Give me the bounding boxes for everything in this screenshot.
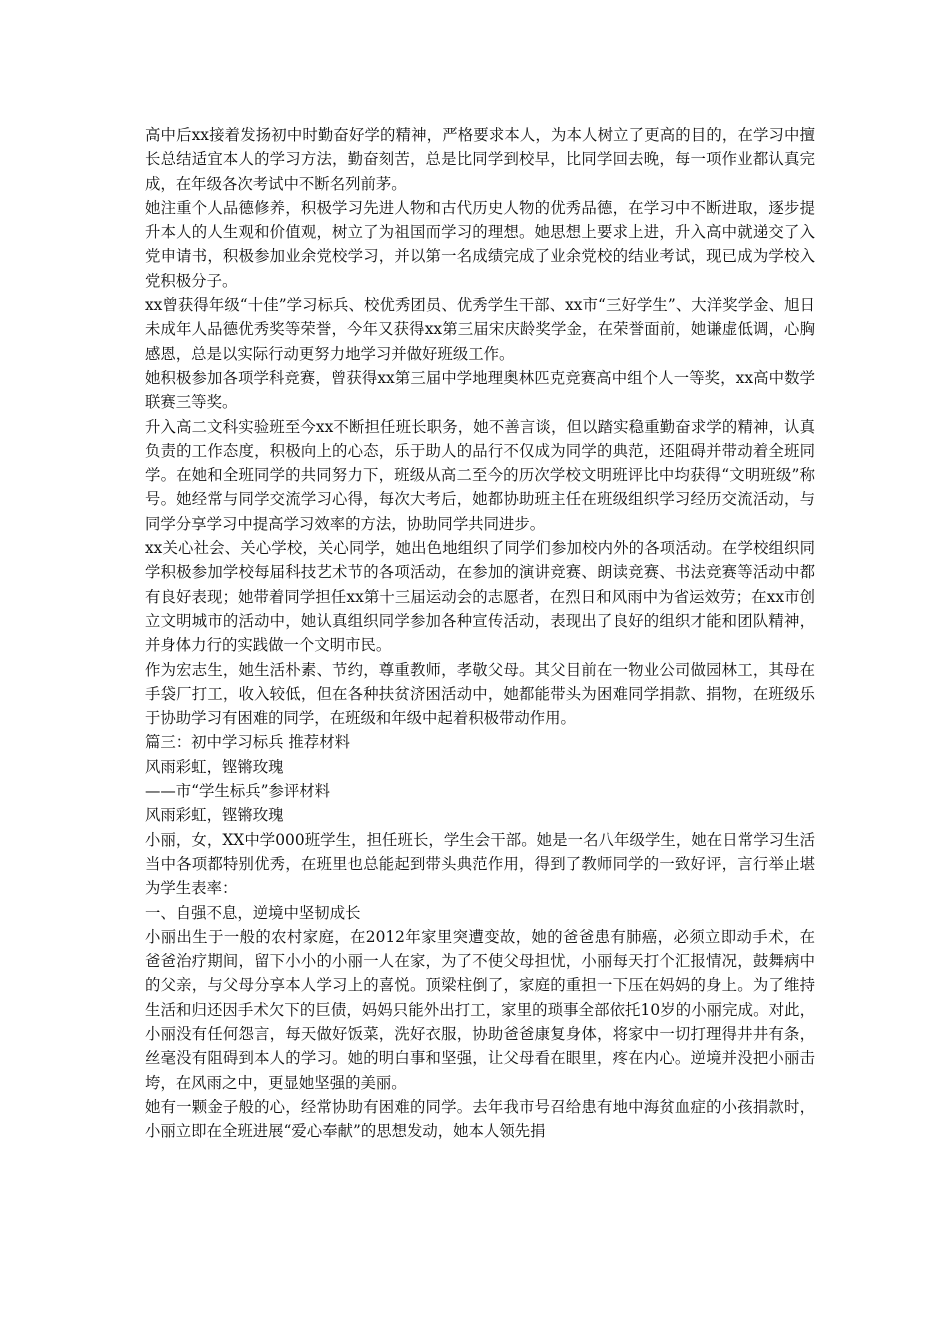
paragraph: 作为宏志生，她生活朴素、节约，尊重教师，孝敬父母。其父目前在一物业公司做园林工，其母在手袋厂打工，收入较低，但在各种扶贫济困活动中，她都能带头为困难同学捐款、捐物，在班级乐于协助学习有困难的同学，在班级和年级中起着积极带动作用。 [145,660,815,728]
subtitle: 风雨彩虹，铿锵玫瑰 [145,757,284,776]
paragraph: xx关心社会、关心学校，关心同学，她出色地组织了同学们参加校内外的各项活动。在学校组织同学积极参加学校每届科技艺术节的各项活动，在参加的演讲竞赛、朗读竞赛、书法竞赛等活动中都有良好表现；她带着同学担任xx第十三届运动会的志愿者，在烈日和风雨中为省运效劳；在xx市创立文明城市的活动中，她认真组织同学参加各种宣传活动，表现出了良好的组织才能和团队精神，并身体力行的实践做一个文明市民。 [145,539,815,655]
paragraph: 她积极参加各项学科竞赛，曾获得xx第三届中学地理奥林匹克竞赛高中组个人一等奖，xx高中数学联赛三等奖。 [145,368,815,412]
subtitle-note: ——市“学生标兵”参评材料 [145,782,331,801]
paragraph: 小丽，女，XX中学000班学生，担任班长，学生会干部。她是一名八年级学生，她在日常学习生活当中各项都特别优秀，在班里也总能起到带头典范作用，得到了教师同学的一致好评，言行举止堪为学生表率： [145,830,815,898]
subtitle: 风雨彩虹，铿锵玫瑰 [145,806,284,825]
paragraph: 升入高二文科实验班至今xx不断担任班长职务，她不善言谈，但以踏实稳重勤奋求学的精神，认真负责的工作态度，积极向上的心态，乐于助人的品行不仅成为同学的典范，还阻碍并带动着全班同学。在她和全班同学的共同努力下，班级从高二至今的历次学校文明班评比中均获得“文明班级”称号。她经常与同学交流学习心得，每次大考后，她都协助班主任在班级组织学习经历交流活动，与同学分享学习中提高学习效率的方法，协助同学共同进步。 [145,417,815,533]
document-body [145,123,815,1143]
paragraph: xx曾获得年级“十佳”学习标兵、校优秀团员、优秀学生干部、xx市“三好学生”、大洋奖学金、旭日未成年人品德优秀奖等荣誉，今年又获得xx第三届宋庆龄奖学金，在荣誉面前，她谦虚低调，心胸感恩，总是以实际行动更努力地学习并做好班级工作。 [145,296,815,363]
paragraph: 她注重个人品德修养，积极学习先进人物和古代历史人物的优秀品德，在学习中不断进取，逐步提升本人的人生观和价值观，树立了为祖国而学习的理想。她思想上要求上进，升入高中就递交了入党申请书，积极参加业余党校学习，并以第一名成绩完成了业余党校的结业考试，现已成为学校入党积极分子。 [145,198,815,290]
paragraph: 高中后xx接着发扬初中时勤奋好学的精神，严格要求本人，为本人树立了更高的目的，在学习中擅长总结适宜本人的学习方法，勤奋刻苦，总是比同学到校早，比同学回去晚，每一项作业都认真完成，在年级各次考试中不断名列前茅。 [145,126,815,193]
paragraph: 她有一颗金子般的心，经常协助有困难的同学。去年我市号召给患有地中海贫血症的小孩捐款时，小丽立即在全班进展“爱心奉献”的思想发动，她本人领先捐 [145,1097,815,1141]
section-heading: 篇三：初中学习标兵 推荐材料 [145,733,350,752]
subsection-heading: 一、自强不息，逆境中坚韧成长 [145,903,361,922]
paragraph: 小丽出生于一般的农村家庭，在2012年家里突遭变故，她的爸爸患有肺癌，必须立即动手术，在爸爸治疗期间，留下小小的小丽一人在家，为了不使父母担忧，小丽每天打个汇报情况，鼓舞病中的父亲，与父母分享本人学习上的喜悦。顶梁柱倒了，家庭的重担一下压在妈妈的身上。为了维持生活和归还因手术欠下的巨债，妈妈只能外出打工，家里的琐事全部依托10岁的小丽完成。对此，小丽没有任何怨言，每天做好饭菜，洗好衣服，协助爸爸康复身体，将家中一切打理得井井有条，丝毫没有阻碍到本人的学习。她的明白事和坚强，让父母看在眼里，疼在内心。逆境并没把小丽击垮，在风雨之中，更显她坚强的美丽。 [145,927,815,1092]
